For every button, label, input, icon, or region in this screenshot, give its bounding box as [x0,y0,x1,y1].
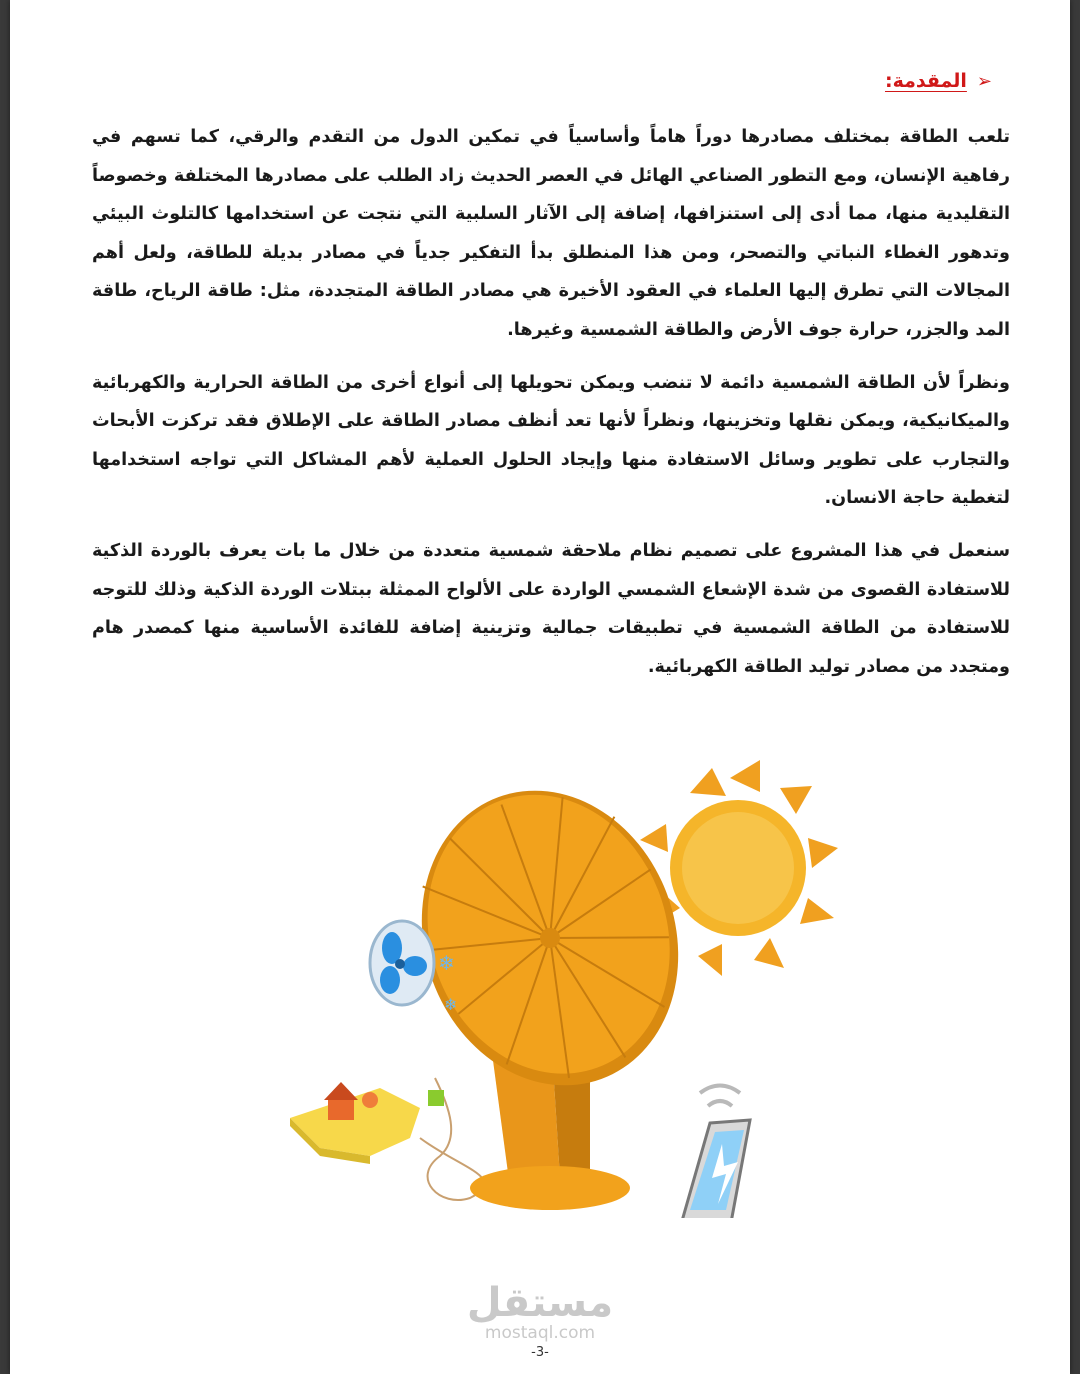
arrow-bullet-icon: ➢ [976,70,992,92]
svg-text:❄: ❄ [438,951,455,975]
house-island-icon [290,1082,420,1164]
solar-petals-icon [381,754,719,1121]
body-text [92,118,1010,700]
phone-icon [680,1086,750,1219]
solar-flower-illustration [260,748,860,1218]
document-page [10,0,1070,1374]
paragraph-3: سنعمل في هذا المشروع على تصميم نظام ملاحقة شمسية متعددة من خلال ما بات يعرف بالوردة الذكية للاستفادة القصوى من شدة الإشعاع الشمسي الواردة على الألواح الممثلة ببتلات الوردة الذكية وذلك للتوجه للاستفادة من الطاقة الشمسية في تطبيقات جمالية وتزينية إضافة للفائدة الأساسية منها كمصدر هام ومتجدد من مصادر توليد الطاقة الكهربائية. [92,540,1010,677]
paragraph-1: تلعب الطاقة بمختلف مصادرها دوراً هاماً وأساسياً في تمكين الدول من التقدم والرقي، كما تسهم في رفاهية الإنسان، ومع التطور الصناعي الهائل في العصر الحديث زاد الطلب على مصادرها المختلفة وخصوصاً التقليدية منها، مما أدى إلى استنزافها، إضافة إلى الآثار السلبية التي نتجت عن استخدامها كالتلوث البيئي وتدهور الغطاء النباتي والتصحر، ومن هذا المنطلق بدأ التفكير جدياً في مصادر بديلة للطاقة، ولعل أهم المجالات التي تطرق إليها العلماء في العقود الأخيرة هي مصادر الطاقة المتجددة، مثل: طاقة الرياح، طاقة المد والجزر، حرارة جوف الأرض والطاقة الشمسية وغيرها. [92,127,1010,340]
watermark [10,1282,1070,1342]
watermark-logo: مستقل [466,1280,614,1326]
heading-title: المقدمة: [884,70,967,92]
section-heading [885,70,992,92]
svg-text:❄: ❄ [444,995,458,1014]
watermark-domain: mostaql.com [484,1323,596,1343]
page-number: -3- [531,1345,549,1360]
paragraph-2: ونظراً لأن الطاقة الشمسية دائمة لا تنضب ويمكن تحويلها إلى أنواع أخرى من الطاقة الحرارية والكهربائية والميكانيكية، ويمكن نقلها وتخزينها، ونظراً لأنها تعد أنظف مصادر الطاقة على الإطلاق فقد تركزت الأبحاث والتجارب على تطوير وسائل الاستفادة منها وإيجاد الحلول العملية لأهم المشاكل التي تواجه استخدامها لتغطية حاجة الانسان. [92,372,1010,509]
